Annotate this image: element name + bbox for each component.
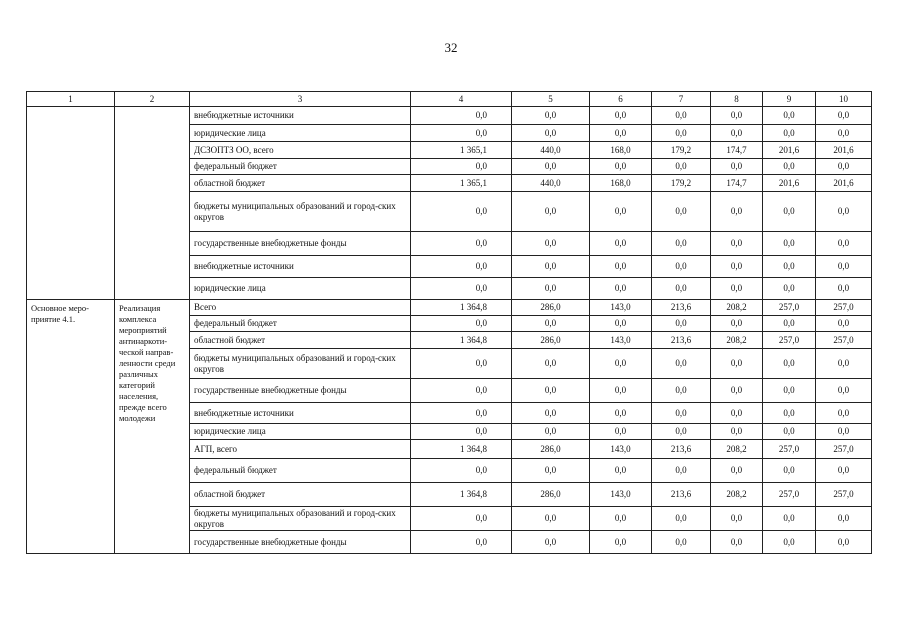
value-cell: 0,0 xyxy=(711,459,763,483)
column-header: 3 xyxy=(190,92,411,107)
value-cell: 0,0 xyxy=(652,107,711,125)
activity-name: Основное меро- приятие 4.1. xyxy=(27,300,115,554)
value-cell: 0,0 xyxy=(512,278,590,300)
value-cell: 1 365,1 xyxy=(411,142,512,159)
funding-source: юридические лица xyxy=(190,278,411,300)
value-cell: 208,2 xyxy=(711,332,763,349)
funding-source: юридические лица xyxy=(190,125,411,142)
value-cell: 0,0 xyxy=(411,232,512,256)
value-cell: 208,2 xyxy=(711,440,763,459)
value-cell: 0,0 xyxy=(652,349,711,379)
value-cell: 0,0 xyxy=(816,107,872,125)
value-cell: 0,0 xyxy=(512,531,590,554)
value-cell: 201,6 xyxy=(763,175,816,192)
value-cell: 0,0 xyxy=(711,125,763,142)
value-cell: 286,0 xyxy=(512,483,590,507)
value-cell: 0,0 xyxy=(763,107,816,125)
value-cell: 286,0 xyxy=(512,300,590,316)
value-cell: 0,0 xyxy=(652,459,711,483)
value-cell: 0,0 xyxy=(590,507,652,531)
value-cell: 0,0 xyxy=(652,278,711,300)
funding-source: федеральный бюджет xyxy=(190,316,411,332)
value-cell: 257,0 xyxy=(763,440,816,459)
value-cell: 0,0 xyxy=(711,107,763,125)
value-cell: 0,0 xyxy=(816,424,872,440)
value-cell: 0,0 xyxy=(763,192,816,232)
value-cell: 0,0 xyxy=(512,507,590,531)
value-cell: 0,0 xyxy=(411,125,512,142)
value-cell: 257,0 xyxy=(763,300,816,316)
value-cell: 0,0 xyxy=(652,232,711,256)
value-cell: 0,0 xyxy=(590,459,652,483)
funding-source: ДСЗОПТЗ ОО, всего xyxy=(190,142,411,159)
activity-description: Реализация комплекса мероприятий антинаркоти-ческой направ-ленности среди различных категорий населения, прежде всего молодежи xyxy=(115,300,190,554)
value-cell: 0,0 xyxy=(816,256,872,278)
funding-source: государственные внебюджетные фонды xyxy=(190,379,411,403)
column-header: 4 xyxy=(411,92,512,107)
value-cell: 208,2 xyxy=(711,300,763,316)
value-cell: 0,0 xyxy=(411,507,512,531)
funding-source: Всего xyxy=(190,300,411,316)
value-cell: 143,0 xyxy=(590,440,652,459)
value-cell: 0,0 xyxy=(590,125,652,142)
value-cell: 0,0 xyxy=(590,107,652,125)
value-cell: 0,0 xyxy=(590,424,652,440)
value-cell: 0,0 xyxy=(763,349,816,379)
value-cell: 0,0 xyxy=(652,125,711,142)
value-cell: 174,7 xyxy=(711,142,763,159)
value-cell: 1 364,8 xyxy=(411,332,512,349)
value-cell: 286,0 xyxy=(512,440,590,459)
value-cell: 0,0 xyxy=(590,349,652,379)
value-cell: 0,0 xyxy=(411,403,512,424)
value-cell: 0,0 xyxy=(512,192,590,232)
value-cell: 179,2 xyxy=(652,175,711,192)
value-cell: 0,0 xyxy=(763,278,816,300)
value-cell: 0,0 xyxy=(512,232,590,256)
value-cell: 0,0 xyxy=(590,256,652,278)
column-header: 8 xyxy=(711,92,763,107)
value-cell: 0,0 xyxy=(763,256,816,278)
value-cell: 0,0 xyxy=(411,531,512,554)
value-cell: 201,6 xyxy=(816,142,872,159)
value-cell: 0,0 xyxy=(816,379,872,403)
value-cell: 0,0 xyxy=(652,256,711,278)
value-cell: 0,0 xyxy=(411,424,512,440)
value-cell: 179,2 xyxy=(652,142,711,159)
value-cell: 286,0 xyxy=(512,332,590,349)
value-cell: 168,0 xyxy=(590,175,652,192)
value-cell: 257,0 xyxy=(816,300,872,316)
value-cell: 0,0 xyxy=(763,232,816,256)
value-cell: 0,0 xyxy=(590,531,652,554)
value-cell: 0,0 xyxy=(512,379,590,403)
value-cell: 0,0 xyxy=(512,256,590,278)
value-cell: 0,0 xyxy=(411,278,512,300)
funding-source: областной бюджет xyxy=(190,483,411,507)
funding-source: областной бюджет xyxy=(190,175,411,192)
funding-source: бюджеты муниципальных образований и город-ских округов xyxy=(190,507,411,531)
value-cell: 213,6 xyxy=(652,300,711,316)
funding-source: внебюджетные источники xyxy=(190,403,411,424)
value-cell: 0,0 xyxy=(411,379,512,403)
value-cell: 0,0 xyxy=(652,403,711,424)
value-cell: 440,0 xyxy=(512,142,590,159)
column-header: 7 xyxy=(652,92,711,107)
value-cell: 0,0 xyxy=(652,424,711,440)
value-cell: 0,0 xyxy=(763,125,816,142)
table-row xyxy=(27,107,872,125)
value-cell: 1 364,8 xyxy=(411,440,512,459)
value-cell: 213,6 xyxy=(652,332,711,349)
value-cell: 0,0 xyxy=(652,531,711,554)
value-cell: 0,0 xyxy=(816,159,872,175)
value-cell: 0,0 xyxy=(763,507,816,531)
column-header: 2 xyxy=(115,92,190,107)
value-cell: 0,0 xyxy=(816,531,872,554)
column-header: 1 xyxy=(27,92,115,107)
value-cell: 0,0 xyxy=(652,192,711,232)
value-cell: 0,0 xyxy=(711,507,763,531)
value-cell: 208,2 xyxy=(711,483,763,507)
value-cell: 0,0 xyxy=(711,316,763,332)
value-cell: 0,0 xyxy=(763,159,816,175)
value-cell: 0,0 xyxy=(652,316,711,332)
value-cell: 0,0 xyxy=(711,403,763,424)
value-cell: 257,0 xyxy=(816,483,872,507)
value-cell: 257,0 xyxy=(763,483,816,507)
value-cell: 0,0 xyxy=(652,507,711,531)
value-cell: 0,0 xyxy=(512,459,590,483)
description-cell-empty xyxy=(115,107,190,300)
value-cell: 257,0 xyxy=(816,440,872,459)
value-cell: 0,0 xyxy=(411,256,512,278)
budget-table xyxy=(26,91,872,554)
column-header: 9 xyxy=(763,92,816,107)
value-cell: 0,0 xyxy=(411,107,512,125)
value-cell: 174,7 xyxy=(711,175,763,192)
value-cell: 201,6 xyxy=(816,175,872,192)
value-cell: 0,0 xyxy=(816,125,872,142)
value-cell: 0,0 xyxy=(411,159,512,175)
value-cell: 0,0 xyxy=(411,349,512,379)
value-cell: 0,0 xyxy=(652,379,711,403)
value-cell: 0,0 xyxy=(763,424,816,440)
value-cell: 1 364,8 xyxy=(411,483,512,507)
value-cell: 0,0 xyxy=(816,459,872,483)
value-cell: 0,0 xyxy=(652,159,711,175)
value-cell: 0,0 xyxy=(590,159,652,175)
value-cell: 0,0 xyxy=(711,531,763,554)
column-header: 6 xyxy=(590,92,652,107)
value-cell: 0,0 xyxy=(763,403,816,424)
value-cell: 1 365,1 xyxy=(411,175,512,192)
value-cell: 0,0 xyxy=(512,424,590,440)
value-cell: 143,0 xyxy=(590,300,652,316)
value-cell: 0,0 xyxy=(816,278,872,300)
value-cell: 257,0 xyxy=(763,332,816,349)
funding-source: внебюджетные источники xyxy=(190,256,411,278)
value-cell: 201,6 xyxy=(763,142,816,159)
value-cell: 0,0 xyxy=(590,232,652,256)
funding-source: государственные внебюджетные фонды xyxy=(190,531,411,554)
value-cell: 0,0 xyxy=(711,424,763,440)
value-cell: 0,0 xyxy=(763,459,816,483)
table-row xyxy=(27,300,872,316)
funding-source: федеральный бюджет xyxy=(190,459,411,483)
value-cell: 0,0 xyxy=(512,159,590,175)
value-cell: 0,0 xyxy=(816,507,872,531)
value-cell: 0,0 xyxy=(411,459,512,483)
value-cell: 0,0 xyxy=(590,379,652,403)
funding-source: внебюджетные источники xyxy=(190,107,411,125)
value-cell: 0,0 xyxy=(711,232,763,256)
value-cell: 0,0 xyxy=(711,256,763,278)
funding-source: бюджеты муниципальных образований и город-ских округов xyxy=(190,349,411,379)
value-cell: 1 364,8 xyxy=(411,300,512,316)
value-cell: 0,0 xyxy=(512,349,590,379)
value-cell: 0,0 xyxy=(816,192,872,232)
value-cell: 0,0 xyxy=(512,125,590,142)
funding-source: федеральный бюджет xyxy=(190,159,411,175)
value-cell: 168,0 xyxy=(590,142,652,159)
value-cell: 0,0 xyxy=(816,232,872,256)
funding-source: государственные внебюджетные фонды xyxy=(190,232,411,256)
funding-source: юридические лица xyxy=(190,424,411,440)
value-cell: 0,0 xyxy=(411,192,512,232)
funding-source: АГП, всего xyxy=(190,440,411,459)
value-cell: 0,0 xyxy=(590,192,652,232)
value-cell: 143,0 xyxy=(590,332,652,349)
value-cell: 0,0 xyxy=(512,107,590,125)
funding-source: бюджеты муниципальных образований и город-ских округов xyxy=(190,192,411,232)
activity-cell-empty xyxy=(27,107,115,300)
value-cell: 0,0 xyxy=(763,531,816,554)
value-cell: 0,0 xyxy=(711,192,763,232)
value-cell: 0,0 xyxy=(816,349,872,379)
value-cell: 0,0 xyxy=(411,316,512,332)
value-cell: 213,6 xyxy=(652,440,711,459)
value-cell: 143,0 xyxy=(590,483,652,507)
value-cell: 0,0 xyxy=(512,403,590,424)
funding-source: областной бюджет xyxy=(190,332,411,349)
value-cell: 0,0 xyxy=(711,379,763,403)
column-header: 5 xyxy=(512,92,590,107)
value-cell: 0,0 xyxy=(816,403,872,424)
value-cell: 0,0 xyxy=(763,379,816,403)
value-cell: 0,0 xyxy=(711,278,763,300)
value-cell: 0,0 xyxy=(711,349,763,379)
value-cell: 440,0 xyxy=(512,175,590,192)
value-cell: 0,0 xyxy=(512,316,590,332)
value-cell: 0,0 xyxy=(590,316,652,332)
header-row xyxy=(27,92,872,107)
value-cell: 0,0 xyxy=(816,316,872,332)
value-cell: 213,6 xyxy=(652,483,711,507)
page-number: 32 xyxy=(444,40,458,55)
value-cell: 257,0 xyxy=(816,332,872,349)
value-cell: 0,0 xyxy=(590,403,652,424)
value-cell: 0,0 xyxy=(590,278,652,300)
column-header: 10 xyxy=(816,92,872,107)
value-cell: 0,0 xyxy=(763,316,816,332)
value-cell: 0,0 xyxy=(711,159,763,175)
